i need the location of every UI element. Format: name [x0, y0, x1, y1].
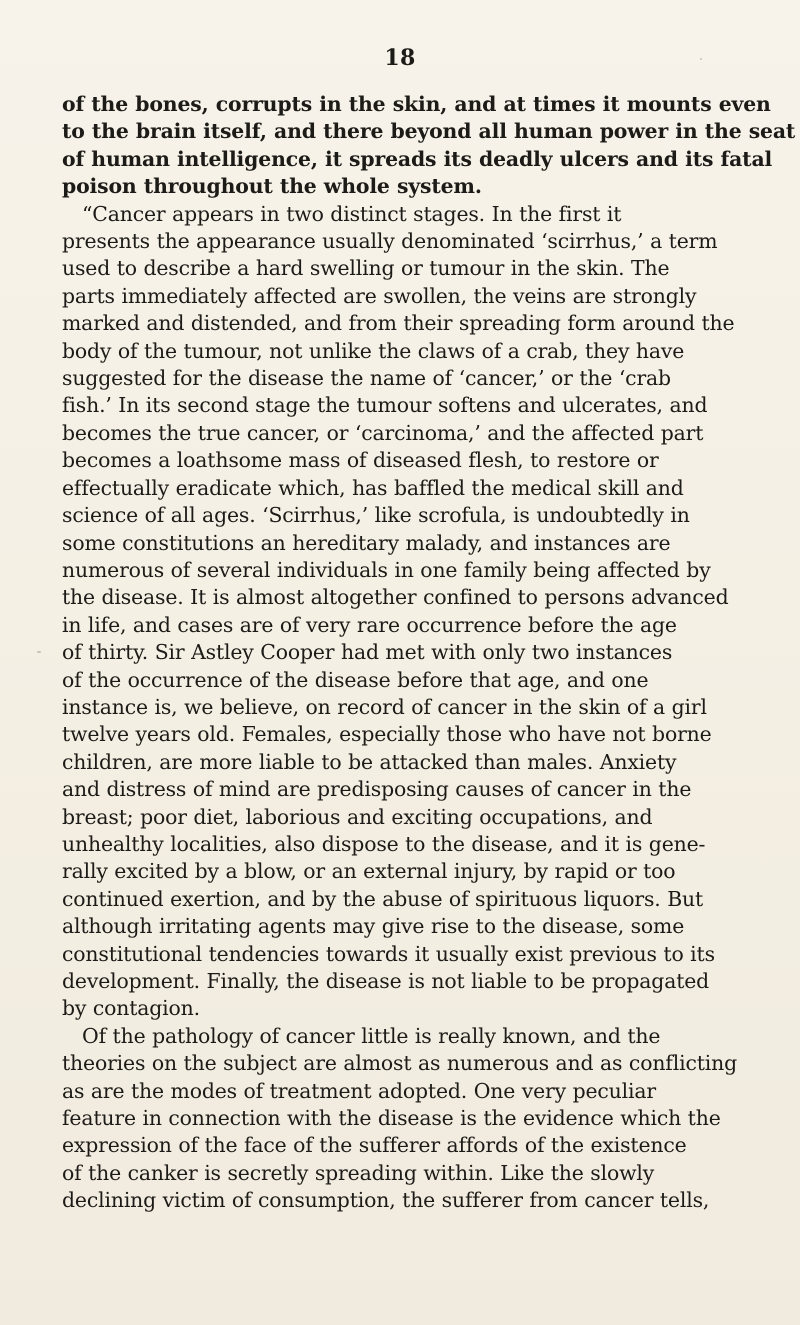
text-line: poison throughout the whole system. [62, 174, 482, 199]
paper-speck [37, 651, 41, 653]
text-line: body of the tumour, not unlike the claws of a crab, they have [62, 338, 685, 363]
text-line: becomes a loathsome mass of diseased flesh, to restore or [62, 448, 659, 473]
text-line: development. Finally, the disease is not liable to be propagated [62, 969, 710, 993]
text-line: although irritating agents may give rise to the disease, some [62, 914, 685, 939]
text-line: parts immediately affected are swollen, the veins are strongly [62, 283, 697, 308]
text-line: expression of the face of the sufferer affords of the existence [62, 1133, 687, 1158]
paragraph-start-line: “Cancer appears in two distinct stages. In the first it [82, 201, 622, 226]
text-line: instance is, we believe, on record of cancer in the skin of a girl [62, 694, 707, 719]
paper-speck [700, 58, 702, 60]
text-line: some constitutions an hereditary malady, and instances are [62, 530, 671, 555]
text-line: by contagion. [62, 996, 200, 1021]
text-line: of thirty. Sir Astley Cooper had met with only two instances [62, 640, 673, 665]
text-line: fish.’ In its second stage the tumour softens and ulcerates, and [62, 393, 708, 418]
text-line: feature in connection with the disease is the evidence which the [62, 1106, 721, 1131]
text-line: to the brain itself, and there beyond all human power in the seat [62, 119, 796, 144]
text-line: numerous of several individuals in one family being affected by [62, 557, 711, 582]
text-line: becomes the true cancer, or ‘carcinoma,’ and the affected part [62, 420, 704, 445]
text-line: twelve years old. Females, especially those who have not borne [62, 722, 712, 747]
text-line: continued exertion, and by the abuse of spirituous liquors. But [62, 886, 704, 911]
page-number: 18 [384, 45, 416, 71]
text-line: theories on the subject are almost as numerous and as conflicting [62, 1051, 738, 1076]
body-text [62, 91, 796, 1215]
text-line: suggested for the disease the name of ‘cancer,’ or the ‘crab [62, 366, 671, 391]
text-line: breast; poor diet, laborious and exciting occupations, and [62, 804, 653, 829]
text-line: of the canker is secretly spreading within. Like the slowly [62, 1160, 655, 1185]
text-line: of the bones, corrupts in the skin, and at times it mounts even [62, 92, 771, 116]
text-line: effectually eradicate which, has baffled the medical skill and [62, 475, 684, 500]
text-line: the disease. It is almost altogether confined to persons advanced [62, 585, 729, 610]
text-line: rally excited by a blow, or an external injury, by rapid or too [62, 859, 676, 884]
text-line: and distress of mind are predisposing causes of cancer in the [62, 777, 692, 802]
text-line: science of all ages. ‘Scirrhus,’ like scrofula, is undoubtedly in [62, 503, 690, 528]
text-line: children, are more liable to be attacked than males. Anxiety [62, 749, 677, 774]
paragraph-start-line: Of the pathology of cancer little is really known, and the [82, 1023, 661, 1048]
text-line: unhealthy localities, also dispose to the disease, and it is gene- [62, 831, 706, 856]
text-line: as are the modes of treatment adopted. One very peculiar [62, 1078, 657, 1103]
text-line: used to describe a hard swelling or tumour in the skin. The [62, 256, 670, 281]
text-line: presents the appearance usually denominated ‘scirrhus,’ a term [62, 229, 718, 254]
text-line: marked and distended, and from their spreading form around the [62, 311, 735, 336]
text-line: declining victim of consumption, the sufferer from cancer tells, [62, 1188, 710, 1213]
text-line: in life, and cases are of very rare occurrence before the age [62, 612, 677, 637]
text-line: constitutional tendencies towards it usually exist previous to its [62, 941, 715, 966]
text-line: of the occurrence of the disease before that age, and one [62, 667, 649, 692]
text-line: of human intelligence, it spreads its deadly ulcers and its fatal [62, 146, 773, 171]
